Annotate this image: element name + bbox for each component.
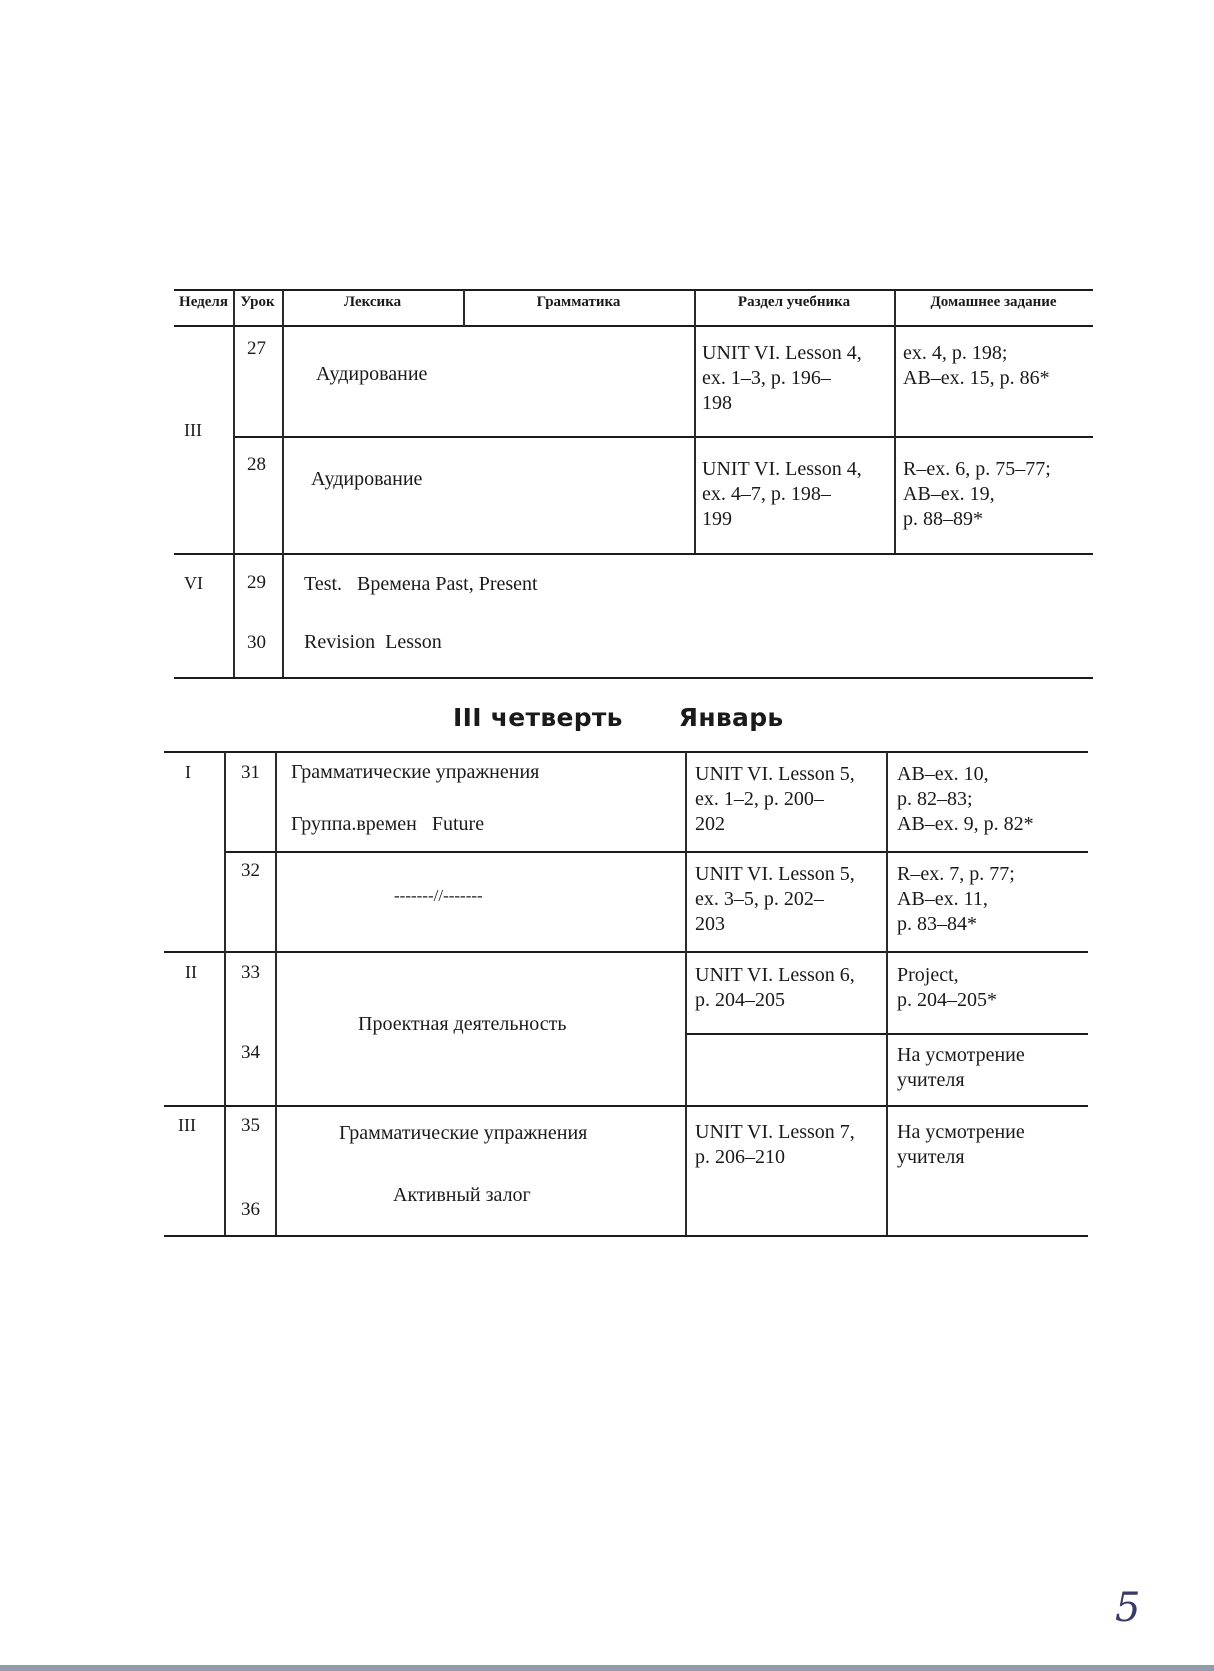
table2-col-divider	[224, 752, 226, 1235]
lesson-topic: Аудирование	[311, 468, 423, 490]
table1-col-divider	[233, 290, 235, 677]
week-label: III	[178, 1115, 196, 1135]
textbook-ref: UNIT VI. Lesson 7, p. 206–210	[695, 1121, 855, 1168]
lesson-number: 31	[241, 762, 260, 783]
week-label: II	[185, 962, 197, 982]
homework: R–ex. 7, p. 77; AB–ex. 11, p. 83–84*	[897, 863, 1015, 935]
homework: На усмотрение учителя	[897, 1121, 1025, 1168]
table2-top-border	[164, 751, 1088, 753]
homework: ex. 4, p. 198; AB–ex. 15, p. 86*	[903, 342, 1050, 389]
header-week: Неделя	[179, 294, 228, 310]
textbook-ref: UNIT VI. Lesson 4, ex. 4–7, p. 198– 199	[702, 458, 862, 530]
table2-col-divider	[886, 752, 888, 1235]
lesson-topic: Revision Lesson	[304, 631, 442, 653]
textbook-ref: UNIT VI. Lesson 4, ex. 1–3, p. 196– 198	[702, 342, 862, 414]
lesson-topic: Группа.времен Future	[291, 813, 485, 835]
homework: R–ex. 6, p. 75–77; AB–ex. 19, p. 88–89*	[903, 458, 1051, 530]
table2-col-divider	[275, 752, 277, 1235]
table2-col-divider	[685, 752, 687, 1235]
lesson-topic: Грамматические упражнения	[291, 761, 540, 783]
table1-bottom-border	[174, 677, 1093, 679]
header-grammar: Грамматика	[536, 294, 621, 310]
week-label: III	[184, 420, 202, 440]
week-label: I	[185, 762, 191, 782]
lesson-number: 27	[247, 338, 266, 359]
scan-edge	[0, 1665, 1214, 1671]
textbook-ref: UNIT VI. Lesson 6, p. 204–205	[695, 964, 855, 1011]
lesson-topic: Test. Времена Past, Present	[304, 573, 538, 595]
table2-bottom-border	[164, 1235, 1088, 1237]
homework: Project, p. 204–205*	[897, 964, 997, 1011]
week-label: VI	[184, 573, 203, 593]
homework: На усмотрение учителя	[897, 1044, 1025, 1091]
table1-top-border	[174, 289, 1093, 291]
homework: AB–ex. 10, p. 82–83; AB–ex. 9, p. 82*	[897, 763, 1034, 835]
lesson-topic: Аудирование	[316, 363, 428, 385]
section-heading	[453, 703, 840, 732]
page-number-mark: 5	[1115, 1585, 1141, 1631]
table2-row-divider	[225, 851, 1088, 853]
month-title: Январь	[678, 703, 784, 732]
lesson-topic: Грамматические упражнения	[339, 1122, 588, 1144]
table1-row-divider	[234, 436, 1093, 438]
table2-row-divider	[164, 1105, 1088, 1107]
lesson-number: 33	[241, 962, 260, 983]
lesson-number: 34	[241, 1042, 260, 1063]
table1-col-divider	[694, 290, 696, 553]
lesson-topic: Активный залог	[393, 1184, 531, 1206]
lesson-number: 36	[241, 1199, 260, 1220]
lesson-topic: -------//-------	[394, 886, 483, 905]
quarter-title: III четверть	[453, 703, 623, 732]
table1-header-border	[174, 325, 1093, 327]
lesson-number: 29	[247, 572, 266, 593]
table1-col-divider	[282, 290, 284, 677]
lesson-topic: Проектная деятельность	[358, 1013, 567, 1035]
header-homework: Домашнее задание	[930, 294, 1057, 310]
table2-row-divider	[164, 951, 1088, 953]
textbook-ref: UNIT VI. Lesson 5, ex. 3–5, p. 202– 203	[695, 863, 855, 935]
lesson-number: 30	[247, 632, 266, 653]
lesson-number: 32	[241, 860, 260, 881]
header-lexis: Лексика	[343, 294, 402, 310]
lesson-number: 28	[247, 454, 266, 475]
table1-col-divider	[894, 290, 896, 553]
header-lesson: Урок	[240, 294, 275, 310]
lesson-number: 35	[241, 1115, 260, 1136]
header-textbook: Раздел учебника	[737, 294, 851, 310]
table1-row-divider	[174, 553, 1093, 555]
textbook-ref: UNIT VI. Lesson 5, ex. 1–2, p. 200– 202	[695, 763, 855, 835]
